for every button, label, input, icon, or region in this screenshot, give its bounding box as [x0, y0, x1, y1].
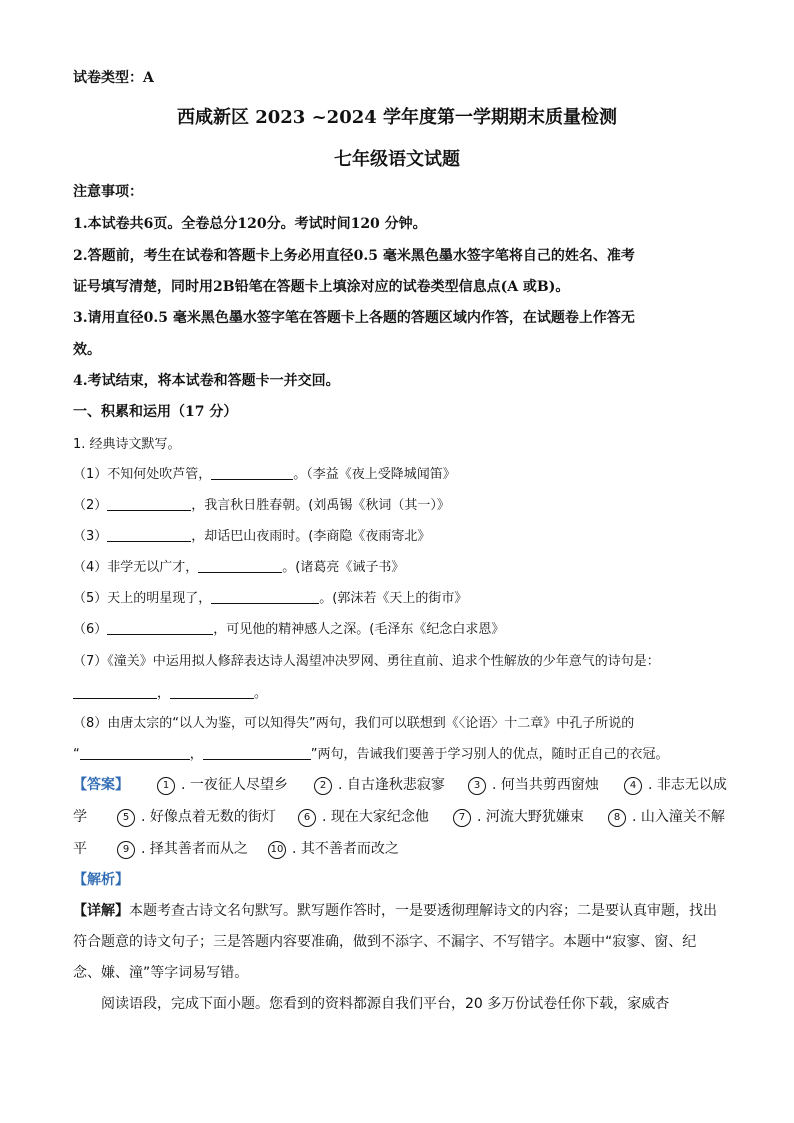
- notice-item-2-line1: 2.答题前，考生在试卷和答题卡上务必用直径0.5 毫米黑色墨水签字笔将自己的姓名、准考: [73, 248, 635, 264]
- question-1-2: [73, 494, 724, 513]
- number-badge: 7: [453, 809, 471, 827]
- answer-item-10: 10 . 其不善者而改之: [268, 838, 399, 859]
- number-badge: 9: [117, 841, 135, 859]
- question-1-8: （8）由唐太宗的“以人为鉴，可以知得失”两句，我们可以联想到《〈论语〉十二章》中孔子所说的: [73, 716, 635, 731]
- q1-8-comma: ，: [189, 747, 203, 762]
- notice-item-3-line1: 3.请用直径0.5 毫米黑色墨水签字笔在答题卡上各题的答题区域内作答，在试题卷上作答无: [73, 310, 635, 326]
- q1-5-before: （5）天上的明星现了，: [73, 591, 212, 606]
- question-1-6: [73, 618, 724, 637]
- answer-blank[interactable]: [73, 684, 157, 699]
- q1-6-before: （6）: [73, 622, 108, 637]
- number-badge: 2: [314, 777, 332, 795]
- answer-tag: 【答案】: [73, 777, 129, 793]
- question-1-8-blanks: [73, 743, 724, 762]
- answer-blank[interactable]: [198, 558, 282, 573]
- answer-item-8: 8 . 山入潼关不解: [608, 806, 725, 827]
- question-1-3: [73, 525, 724, 544]
- answer-blank[interactable]: [203, 745, 311, 760]
- answer-blank[interactable]: [107, 620, 213, 635]
- q1-7-end: 。: [254, 686, 268, 701]
- reading-instruction: 阅读语段，完成下面小题。您看到的资料都源自我们平台，20 多万份试卷任你下载，家威杏: [101, 996, 670, 1012]
- q1-8-after: ”两句，告诫我们要善于学习别人的优点，随时正自己的衣冠。: [310, 747, 669, 762]
- answer-blank[interactable]: [80, 745, 190, 760]
- answer-wrap-1: 学: [73, 809, 87, 825]
- notice-item-2-line2: 证号填写清楚，同时用2B铅笔在答题卡上填涂对应的试卷类型信息点(A 或B)。: [73, 279, 570, 295]
- answer-blank[interactable]: [107, 527, 191, 542]
- q1-7-comma: ，: [157, 686, 171, 701]
- answer-wrap-2: 平: [73, 841, 87, 857]
- answer-item-7: 7 . 河流大野犹嫌束: [453, 806, 584, 827]
- number-badge: 3: [468, 777, 486, 795]
- answer-blank[interactable]: [211, 465, 293, 480]
- answer-blank[interactable]: [211, 589, 319, 604]
- notice-heading: 注意事项：: [73, 184, 143, 200]
- question-1-intro: 1. 经典诗文默写。: [73, 437, 181, 452]
- q1-2-after: ，我言秋日胜春朝。(刘禹锡《秋词（其一）》: [191, 498, 450, 513]
- exam-title: 西咸新区 2023 ~2024 学年度第一学期期末质量检测: [176, 107, 618, 128]
- answer-item-1: 1 . 一夜征人尽望乡: [157, 774, 288, 795]
- number-badge: 5: [117, 809, 135, 827]
- q1-3-after: ，却话巴山夜雨时。(李商隐《夜雨寄北》: [191, 529, 431, 544]
- answer-item-2: 2 . 自古逢秋悲寂寥: [314, 774, 445, 795]
- q1-3-before: （3）: [73, 529, 108, 544]
- number-badge: 8: [608, 809, 626, 827]
- exam-subtitle: 七年级语文试题: [334, 149, 460, 170]
- paper-type: 试卷类型：A: [73, 70, 154, 86]
- analysis-line-3: 念、嫌、潼”等字词易写错。: [73, 965, 249, 981]
- number-badge: 10: [268, 841, 286, 859]
- q1-1-after: 。（李益《夜上受降城闻笛》: [293, 467, 456, 482]
- q1-5-after: 。(郭沫若《天上的街市》: [319, 591, 468, 606]
- notice-item-1: 1.本试卷共6页。全卷总分120分。考试时间120 分钟。: [73, 216, 427, 232]
- q1-4-before: （4）非学无以广才，: [73, 560, 199, 575]
- answer-item-6: 6 . 现在大家纪念他: [298, 806, 429, 827]
- question-1-5: [73, 587, 724, 606]
- analysis-tag: 【解析】: [73, 872, 129, 888]
- analysis-line-2: 符合题意的诗文句子；三是答题内容要准确，做到不添字、不漏字、不写错字。本题中“寂寥、窗、纪: [73, 934, 697, 950]
- answer-blank[interactable]: [170, 684, 254, 699]
- question-1-7-blanks: [73, 682, 724, 701]
- q1-4-after: 。(诸葛亮《诫子书》: [282, 560, 405, 575]
- notice-item-4: 4.考试结束，将本试卷和答题卡一并交回。: [73, 373, 340, 389]
- question-1-7: （7）《潼关》中运用拟人修辞表达诗人渴望冲决罗网、勇往直前、追求个性解放的少年意气的诗句是：: [73, 654, 660, 669]
- q1-2-before: （2）: [73, 498, 108, 513]
- number-badge: 1: [157, 777, 175, 795]
- notice-item-3-line2: 效。: [73, 342, 101, 358]
- q1-1-before: （1）不知何处吹芦管，: [73, 467, 212, 482]
- answer-blank[interactable]: [107, 496, 191, 511]
- number-badge: 4: [624, 777, 642, 795]
- question-1-4: [73, 556, 724, 575]
- q1-8-open-quote: “: [73, 747, 80, 762]
- detail-tag: 【详解】: [73, 903, 129, 919]
- answer-item-5: 5 . 好像点着无数的街灯: [117, 806, 276, 827]
- analysis-line-1: 【详解】本题考查古诗文名句默写。默写题作答时，一是要透彻理解诗文的内容；二是要认真审题，找出: [73, 903, 717, 919]
- q1-6-after: ，可见他的精神感人之深。(毛泽东《纪念白求恩》: [213, 622, 505, 637]
- question-1-1: [73, 463, 724, 482]
- answer-item-4: 4 . 非志无以成: [624, 774, 727, 795]
- number-badge: 6: [298, 809, 316, 827]
- answer-item-9: 9 . 择其善者而从之: [117, 838, 248, 859]
- answer-item-3: 3 . 何当共剪西窗烛: [468, 774, 599, 795]
- section-heading: 一、积累和运用（17 分）: [73, 404, 238, 420]
